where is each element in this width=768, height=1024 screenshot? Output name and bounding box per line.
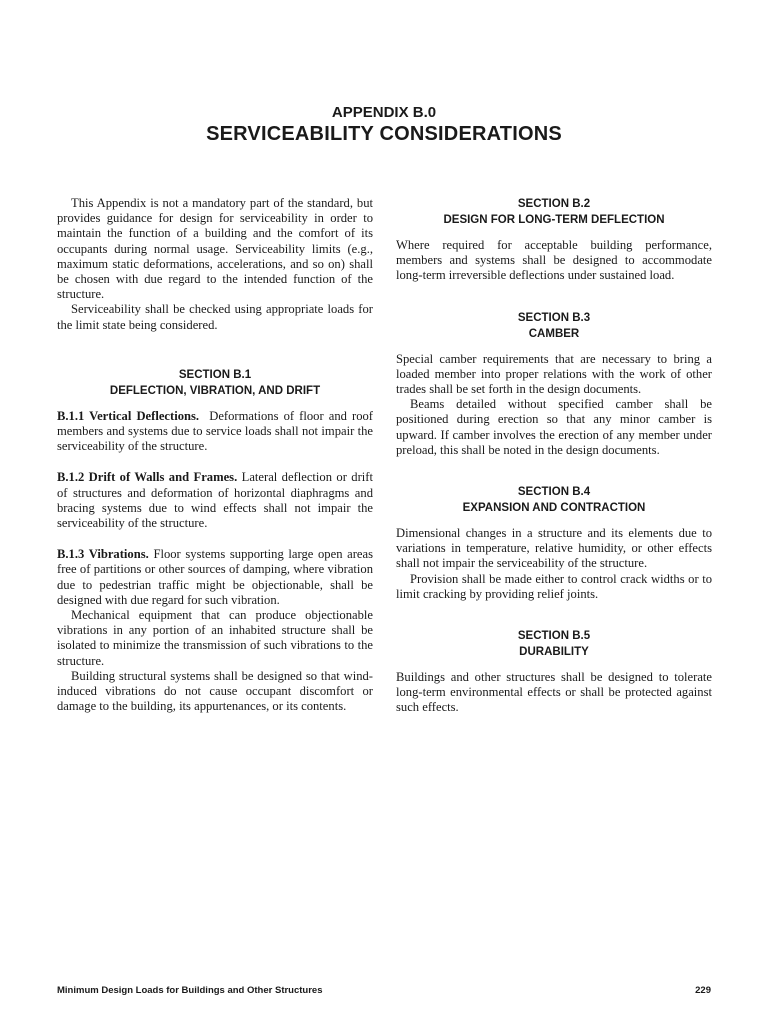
b12-paragraph bbox=[57, 470, 373, 531]
b13-text: Floor systems supporting large open areas free of partitions or other sources of damping, where vibration due to pedestrian traffic might be objectionable, shall be designed with due regard for such vibration. bbox=[57, 547, 374, 607]
section-b5-label: SECTION B.5 bbox=[517, 630, 591, 643]
section-b4-heading bbox=[396, 484, 712, 516]
b13-heading: B.1.3 Vibrations. bbox=[57, 547, 149, 562]
appendix-label: APPENDIX B.0 bbox=[331, 104, 437, 121]
b4-paragraph-1: Dimensional changes in a structure and its elements due to variations in temperature, relative humidity, or other effects shall not impair the serviceability of the structure. bbox=[396, 526, 712, 571]
left-column bbox=[57, 196, 373, 714]
b12-text: Lateral deflection or drift of structures and deformation of horizontal diaphragms and bracing systems due to wind effects shall not impair the serviceability of the structure. bbox=[57, 470, 373, 531]
b2-paragraph-1: Where required for acceptable building performance, members and systems shall be designed to accommodate long-term irreversible deflections under sustained load. bbox=[396, 238, 712, 283]
b13-paragraph-2: Mechanical equipment that can produce objectionable vibrations in any portion of an inhabited structure shall be isolated to minimize the transmission of such vibrations to the structure. bbox=[57, 608, 373, 668]
section-b1-heading bbox=[57, 367, 373, 399]
section-b1-label: SECTION B.1 bbox=[178, 368, 252, 381]
section-b3-title: CAMBER bbox=[528, 327, 580, 340]
title-block bbox=[0, 104, 768, 146]
b4-paragraph-2: Provision shall be made either to control crack widths or to limit cracking by providing relief joints. bbox=[396, 571, 712, 601]
section-b2-title: DESIGN FOR LONG-TERM DEFLECTION bbox=[443, 214, 665, 226]
b13-paragraph bbox=[57, 547, 373, 608]
b5-paragraph-1: Buildings and other structures shall be designed to tolerate long-term environmental effects or shall be protected against such effects. bbox=[396, 670, 712, 715]
section-b5-heading bbox=[396, 628, 712, 660]
section-b3-heading bbox=[396, 310, 712, 342]
section-b4-label: SECTION B.4 bbox=[517, 486, 591, 499]
b13-paragraph-3: Building structural systems shall be designed so that wind-induced vibrations do not cause occupant discomfort or damage to the building, its appurtenances, or its contents. bbox=[57, 668, 373, 714]
intro-paragraph-1: This Appendix is not a mandatory part of the standard, but provides guidance for design for serviceability in order to maintain the function of a building and the comfort of its occupants during normal usage. Serviceability limits (e.g., maximum static deformations, accelerations, and so on) shall be chosen with due regard to the intended function of the structure. bbox=[57, 196, 373, 302]
section-b2-heading bbox=[396, 196, 712, 228]
footer-page-number: 229 bbox=[695, 985, 711, 996]
section-b1-title: DEFLECTION, VIBRATION, AND DRIFT bbox=[109, 384, 321, 397]
section-b5-title: DURABILITY bbox=[519, 646, 589, 659]
section-b4-title: EXPANSION AND CONTRACTION bbox=[462, 502, 646, 515]
b3-paragraph-2: Beams detailed without specified camber shall be positioned during erection so that any minor camber is upward. If camber involves the erection of any member under preload, this shall be noted in the design documents. bbox=[396, 397, 712, 457]
b11-heading: B.1.1 Vertical Deflections. bbox=[57, 408, 200, 423]
b12-heading: B.1.2 Drift of Walls and Frames. bbox=[57, 470, 238, 485]
footer-book-title: Minimum Design Loads for Buildings and Other Structures bbox=[57, 985, 323, 996]
section-b3-label: SECTION B.3 bbox=[517, 311, 591, 324]
intro-paragraph-2: Serviceability shall be checked using appropriate loads for the limit state being considered. bbox=[57, 302, 373, 332]
right-column bbox=[396, 196, 712, 716]
b3-paragraph-1: Special camber requirements that are necessary to bring a loaded member into proper relations with the work of other trades shall be set forth in the design documents. bbox=[396, 351, 712, 397]
page-title: SERVICEABILITY CONSIDERATIONS bbox=[206, 123, 562, 145]
section-b2-label: SECTION B.2 bbox=[517, 198, 591, 210]
b11-text: Deformations of floor and roof members and systems due to service loads shall not impair the serviceability of the structure. bbox=[57, 408, 373, 454]
b11-paragraph bbox=[57, 409, 373, 455]
